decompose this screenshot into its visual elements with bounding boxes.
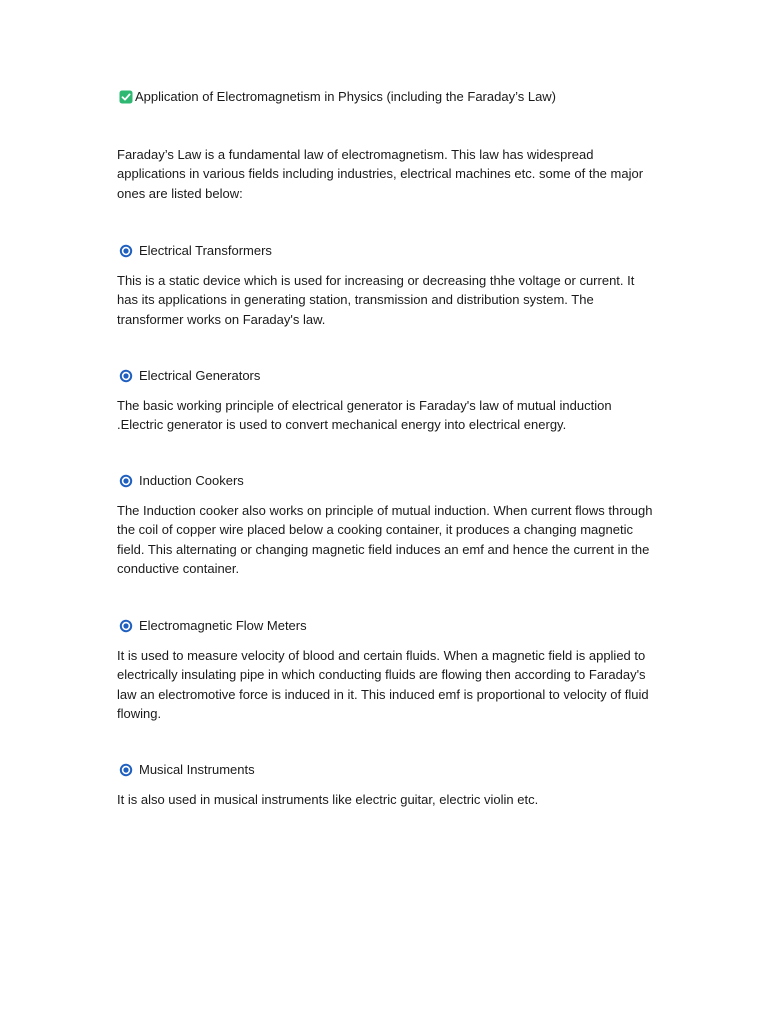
section-heading-electrical-transformers [117,242,272,260]
section-heading-label: Electromagnetic Flow Meters [139,618,307,633]
radio-button-icon [119,619,133,633]
section-heading-label: Electrical Transformers [139,243,272,258]
radio-button-icon [119,369,133,383]
intro-paragraph: Faraday’s Law is a fundamental law of electromagnetism. This law has widespread applications in various fields including industries, electrical machines etc. some of the major ones are listed below: [117,147,644,201]
section-body-musical-instruments: It is also used in musical instruments like electric guitar, electric violin etc. [117,792,539,807]
section-heading-electromagnetic-flow-meters [117,617,307,635]
section-heading-electrical-generators [117,367,260,385]
section-body-induction-cookers: The Induction cooker also works on principle of mutual induction. When current flows through the coil of copper wire placed below a cooking container, it produces a changing magnetic field. This alternating or changing magnetic field induces an emf and hence the current in the conductive container. [117,503,653,576]
document-title-row [117,88,556,106]
check-mark-button-icon [119,90,133,104]
radio-button-icon [119,763,133,777]
radio-button-icon [119,474,133,488]
section-body-electromagnetic-flow-meters: It is used to measure velocity of blood and certain fluids. When a magnetic field is applied to electrically insulating pipe in which conducting fluids are flowing then according to Faraday's law an electromotive force is induced in it. This induced emf is proportional to velocity of fluid flowing. [117,648,649,721]
document-title: Application of Electromagnetism in Physics (including the Faraday’s Law) [135,89,557,104]
section-heading-label: Induction Cookers [139,473,244,488]
radio-button-icon [119,244,133,258]
section-heading-induction-cookers [117,472,244,490]
section-heading-label: Musical Instruments [139,762,255,777]
section-body-electrical-transformers: This is a static device which is used for increasing or decreasing thhe voltage or current. It has its applications in generating station, transmission and distribution system. The transformer works on Faraday's law. [117,273,635,327]
section-body-electrical-generators: The basic working principle of electrical generator is Faraday's law of mutual induction .Electric generator is used to convert mechanical energy into electrical energy. [117,398,612,433]
section-heading-musical-instruments [117,761,255,779]
section-heading-label: Electrical Generators [139,368,261,383]
